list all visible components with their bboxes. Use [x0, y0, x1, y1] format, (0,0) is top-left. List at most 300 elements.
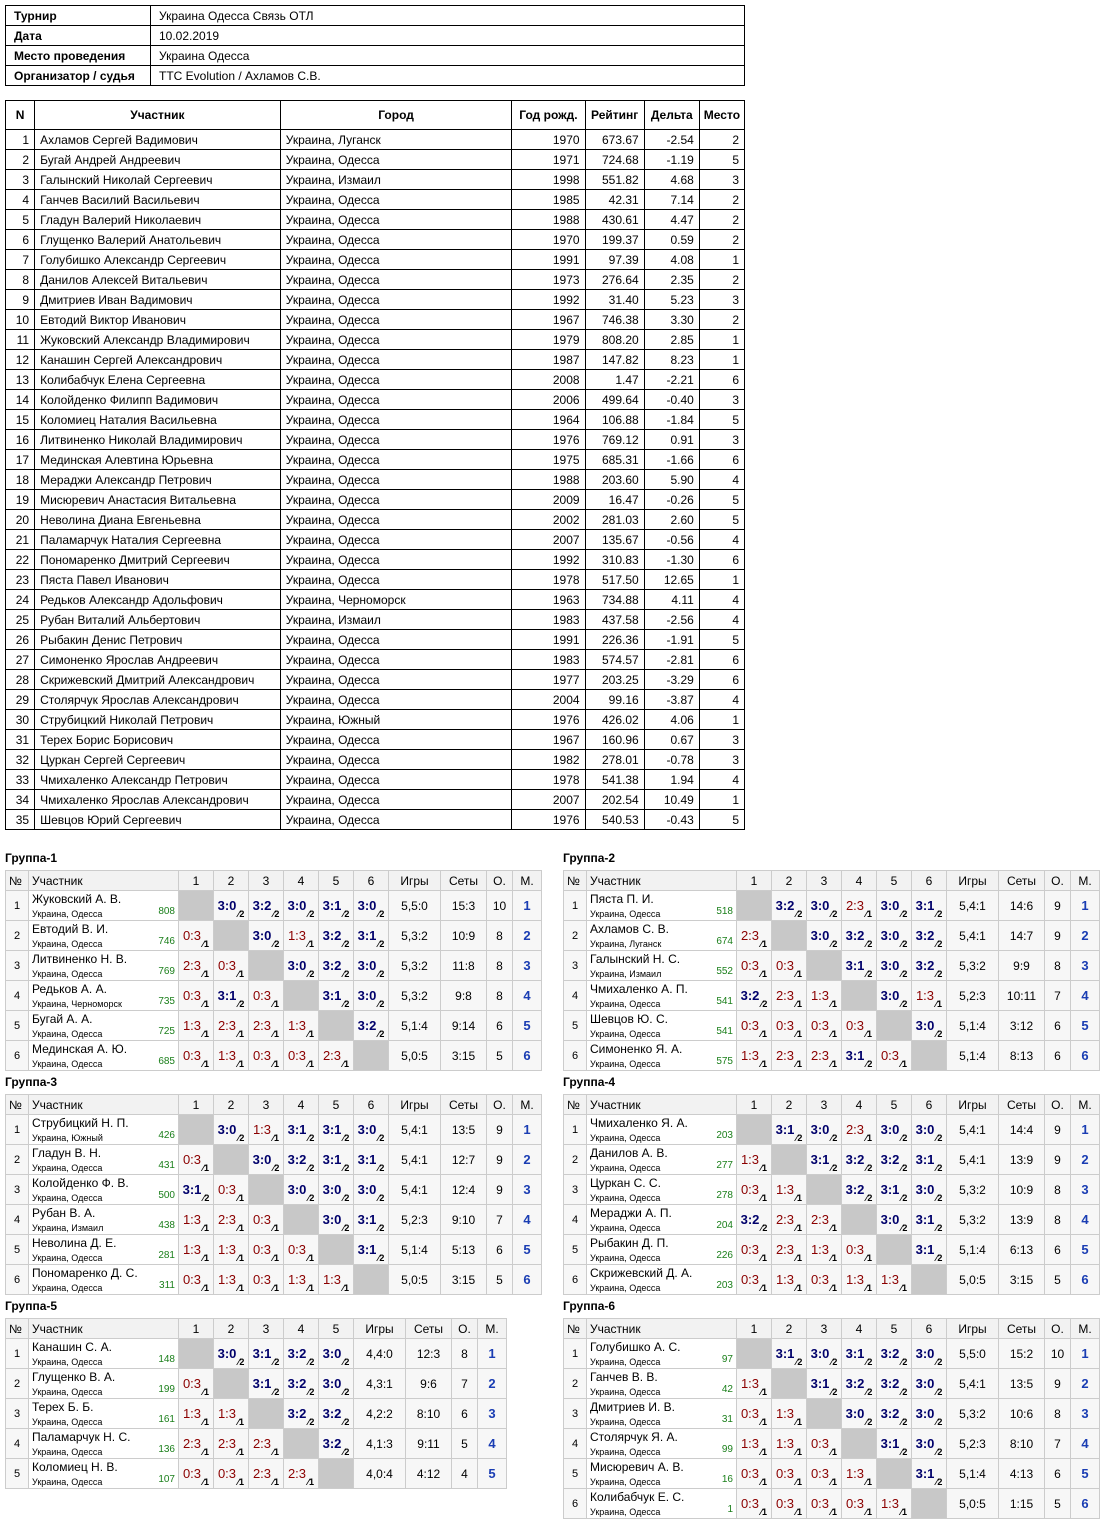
group-row — [564, 921, 1100, 951]
player-city: Украина, Одесса — [280, 210, 512, 230]
match-score — [354, 981, 389, 1011]
group-points: 7 — [1045, 1429, 1071, 1459]
match-cell-self — [842, 981, 877, 1011]
group-sets: 5:13 — [441, 1235, 487, 1265]
table-row — [6, 730, 745, 750]
player-delta: 4.68 — [644, 170, 699, 190]
group-player-city: Украина, Одесса — [32, 1447, 103, 1457]
group-player-number: 2 — [564, 1369, 587, 1399]
table-row — [6, 230, 745, 250]
group-games: 5,3:2 — [947, 1399, 999, 1429]
match-score-value — [287, 958, 315, 979]
match-score — [807, 1145, 842, 1175]
match-points: ⁄2 — [830, 1163, 838, 1173]
match-points: ⁄1 — [272, 1133, 280, 1143]
table-row — [6, 590, 745, 610]
match-score — [214, 1459, 249, 1489]
match-score — [772, 951, 807, 981]
match-score-value — [740, 1496, 768, 1517]
group-player — [29, 1205, 179, 1235]
match-points: ⁄1 — [865, 1253, 873, 1263]
player-name: Пономаренко Дмитрий Сергеевич — [35, 550, 281, 570]
player-city: Украина, Одесса — [280, 570, 512, 590]
player-number: 26 — [6, 630, 35, 650]
match-score-value — [182, 1466, 210, 1487]
group-player-city: Украина, Одесса — [590, 1029, 661, 1039]
group-games: 5,4:1 — [947, 1369, 999, 1399]
group-col-player: Участник — [29, 871, 179, 891]
group-table — [563, 870, 1100, 1071]
group-player-city: Украина, Одесса — [32, 1387, 103, 1397]
match-score-text: 2:3 — [217, 1436, 237, 1451]
player-rating: 499.64 — [585, 390, 644, 410]
match-score-text: 3:0 — [217, 1346, 237, 1361]
player-rating: 97.39 — [585, 250, 644, 270]
group-place: 3 — [1071, 1399, 1100, 1429]
group-player-number: 6 — [6, 1265, 29, 1295]
match-score-value — [845, 1496, 873, 1517]
match-cell-self — [877, 1011, 912, 1041]
group-player — [29, 1399, 179, 1429]
match-score — [249, 1429, 284, 1459]
match-score-value — [287, 1346, 315, 1367]
match-score-value — [322, 1122, 350, 1143]
match-points: ⁄1 — [830, 1059, 838, 1069]
group-player-rating: 746 — [158, 936, 175, 947]
group-player-number: 2 — [6, 921, 29, 951]
player-name: Чмихаленко Александр Петрович — [35, 770, 281, 790]
player-place: 3 — [699, 750, 744, 770]
player-place: 5 — [699, 150, 744, 170]
player-place: 4 — [699, 610, 744, 630]
match-cell-self — [877, 1235, 912, 1265]
match-score — [319, 1205, 354, 1235]
match-score — [807, 981, 842, 1011]
match-points: ⁄2 — [935, 1163, 943, 1173]
player-name: Цуркан Сергей Сергеевич — [35, 750, 281, 770]
match-score — [772, 1399, 807, 1429]
match-score-value — [845, 1376, 873, 1397]
group-header-row — [564, 1095, 1100, 1115]
group-player-number: 1 — [6, 1115, 29, 1145]
match-score — [319, 921, 354, 951]
match-score-value — [915, 1376, 943, 1397]
match-points: ⁄1 — [237, 1477, 245, 1487]
match-score-text: 3:0 — [217, 898, 237, 913]
match-points: ⁄2 — [377, 1133, 385, 1143]
group-player — [587, 1339, 737, 1369]
match-score-value — [775, 1272, 803, 1293]
player-number: 32 — [6, 750, 35, 770]
match-score-text: 3:0 — [915, 1436, 935, 1451]
group-games: 5,3:2 — [389, 951, 441, 981]
group-points: 9 — [1045, 1145, 1071, 1175]
match-score — [877, 1429, 912, 1459]
player-birth-year: 1970 — [512, 130, 585, 150]
group-player-number: 2 — [6, 1369, 29, 1399]
tournament-info-table — [5, 5, 745, 86]
match-score-value — [810, 1018, 838, 1039]
match-score-value — [915, 1436, 943, 1457]
match-points: ⁄1 — [795, 1417, 803, 1427]
group-col-opponent: 3 — [249, 1095, 284, 1115]
match-score — [737, 1011, 772, 1041]
match-score — [842, 921, 877, 951]
match-points: ⁄2 — [935, 1417, 943, 1427]
match-score-text: 0:3 — [182, 1376, 202, 1391]
match-score — [912, 1429, 947, 1459]
player-place: 5 — [699, 410, 744, 430]
group-player-name: Коломиец Н. В. — [32, 1460, 118, 1474]
group-row — [6, 1265, 542, 1295]
match-score — [877, 1175, 912, 1205]
match-score — [772, 891, 807, 921]
table-row — [6, 690, 745, 710]
match-score-value — [740, 928, 768, 949]
match-score-text: 1:3 — [740, 1048, 760, 1063]
match-score-value — [287, 1272, 315, 1293]
group-sets: 12:7 — [441, 1145, 487, 1175]
player-number: 19 — [6, 490, 35, 510]
player-rating: 310.83 — [585, 550, 644, 570]
group-player — [587, 1489, 737, 1519]
player-rating: 226.36 — [585, 630, 644, 650]
match-cell-self — [772, 921, 807, 951]
match-points: ⁄2 — [865, 939, 873, 949]
group-player-city: Украина, Черноморск — [32, 999, 122, 1009]
player-rating: 430.61 — [585, 210, 644, 230]
match-cell-self — [249, 951, 284, 981]
player-name: Столярчук Ярослав Александрович — [35, 690, 281, 710]
match-score-text: 3:2 — [880, 1152, 900, 1167]
match-score — [842, 1339, 877, 1369]
group-sets: 13:5 — [441, 1115, 487, 1145]
match-points: ⁄1 — [795, 1477, 803, 1487]
group-player-rating: 203 — [716, 1130, 733, 1141]
group-points: 8 — [1045, 951, 1071, 981]
player-delta: -1.30 — [644, 550, 699, 570]
match-score-value — [810, 988, 838, 1009]
group-player-rating: 541 — [716, 996, 733, 1007]
player-delta: -1.66 — [644, 450, 699, 470]
match-score-value — [810, 1466, 838, 1487]
group-place: 4 — [513, 981, 542, 1011]
match-points: ⁄2 — [237, 909, 245, 919]
player-birth-year: 1991 — [512, 630, 585, 650]
player-birth-year: 1963 — [512, 590, 585, 610]
match-points: ⁄1 — [272, 1059, 280, 1069]
group-col-sets: Сеты — [999, 1319, 1045, 1339]
match-points: ⁄2 — [272, 1387, 280, 1397]
group-player-name: Неволина Д. Е. — [32, 1236, 117, 1250]
player-city: Украина, Одесса — [280, 650, 512, 670]
group-sets: 9:9 — [999, 951, 1045, 981]
group-row — [6, 1145, 542, 1175]
match-score — [284, 1145, 319, 1175]
group-col-player: Участник — [587, 1095, 737, 1115]
match-points: ⁄1 — [865, 1283, 873, 1293]
group-player-number: 5 — [564, 1459, 587, 1489]
group-sets: 8:13 — [999, 1041, 1045, 1071]
player-rating: 16.47 — [585, 490, 644, 510]
group-player-rating: 199 — [158, 1384, 175, 1395]
table-row — [6, 530, 745, 550]
group-col-opponent: 3 — [807, 1319, 842, 1339]
group-player-number: 6 — [564, 1265, 587, 1295]
match-score-value — [845, 1182, 873, 1203]
table-row — [6, 170, 745, 190]
group-sets: 9:14 — [441, 1011, 487, 1041]
player-rating: 276.64 — [585, 270, 644, 290]
match-score-text: 1:3 — [810, 1242, 830, 1257]
match-score — [179, 1459, 214, 1489]
group-col-opponent: 6 — [912, 871, 947, 891]
group-player-rating: 148 — [158, 1354, 175, 1365]
match-score-value — [182, 1212, 210, 1233]
group-games: 5,1:4 — [947, 1041, 999, 1071]
group-points: 9 — [487, 1175, 513, 1205]
group-col-place: М. — [1071, 1095, 1100, 1115]
group-player-rating: 278 — [716, 1190, 733, 1201]
match-score — [912, 1399, 947, 1429]
match-score — [249, 1041, 284, 1071]
match-score-value — [182, 1376, 210, 1397]
player-number: 2 — [6, 150, 35, 170]
group-col-games: Игры — [947, 1095, 999, 1115]
player-city: Украина, Одесса — [280, 150, 512, 170]
player-place: 6 — [699, 650, 744, 670]
player-number: 23 — [6, 570, 35, 590]
match-points: ⁄1 — [202, 1447, 210, 1457]
match-score-text: 3:0 — [915, 1406, 935, 1421]
match-score — [912, 1205, 947, 1235]
player-city: Украина, Одесса — [280, 430, 512, 450]
player-place: 5 — [699, 810, 744, 830]
group-player-name: Мединская А. Ю. — [32, 1042, 128, 1056]
group-sets: 3:15 — [441, 1041, 487, 1071]
player-rating: 746.38 — [585, 310, 644, 330]
player-city: Украина, Одесса — [280, 690, 512, 710]
match-score — [284, 1011, 319, 1041]
player-city: Украина, Одесса — [280, 250, 512, 270]
match-points: ⁄1 — [342, 1059, 350, 1069]
match-score-text: 3:0 — [322, 1376, 342, 1391]
match-points: ⁄1 — [760, 1447, 768, 1457]
group-player-number: 1 — [564, 1339, 587, 1369]
match-score-text: 3:1 — [322, 898, 342, 913]
group-player — [587, 1175, 737, 1205]
match-score — [877, 1265, 912, 1295]
match-score — [249, 921, 284, 951]
player-birth-year: 2007 — [512, 790, 585, 810]
group-player-name: Паламарчук Н. С. — [32, 1430, 131, 1444]
group-player-city: Украина, Южный — [32, 1133, 103, 1143]
group-player-rating: 431 — [158, 1160, 175, 1171]
group-player — [29, 1041, 179, 1071]
match-score — [214, 1041, 249, 1071]
match-score — [354, 921, 389, 951]
match-points: ⁄2 — [342, 1223, 350, 1233]
match-score-value — [845, 1242, 873, 1263]
match-points: ⁄1 — [202, 1283, 210, 1293]
match-score-value — [287, 1242, 315, 1263]
group-games: 4,3:1 — [354, 1369, 406, 1399]
group-player-rating: 97 — [721, 1354, 733, 1365]
group-col-opponent: 3 — [249, 1319, 284, 1339]
group-games: 5,5:0 — [389, 891, 441, 921]
group-col-opponent: 1 — [179, 1319, 214, 1339]
group-col-place: М. — [513, 871, 542, 891]
match-score-value — [880, 988, 908, 1009]
player-birth-year: 1978 — [512, 770, 585, 790]
match-points: ⁄1 — [237, 1447, 245, 1457]
match-points: ⁄2 — [377, 1253, 385, 1263]
group-points: 6 — [1045, 1011, 1071, 1041]
match-score — [842, 1489, 877, 1519]
match-score-text: 3:2 — [357, 1018, 377, 1033]
player-delta: 8.23 — [644, 350, 699, 370]
group-points: 6 — [1045, 1459, 1071, 1489]
player-rating: 203.25 — [585, 670, 644, 690]
match-score-text: 3:0 — [287, 958, 307, 973]
match-score-text: 0:3 — [740, 1272, 760, 1287]
match-score-text: 2:3 — [740, 928, 760, 943]
table-row — [6, 510, 745, 530]
player-place: 4 — [699, 530, 744, 550]
player-delta: 2.85 — [644, 330, 699, 350]
match-score — [737, 1235, 772, 1265]
group-games: 5,4:1 — [947, 921, 999, 951]
group-player-rating: 674 — [716, 936, 733, 947]
match-score-value — [880, 1376, 908, 1397]
group-sets: 12:3 — [406, 1339, 452, 1369]
match-score-text: 3:1 — [845, 958, 865, 973]
match-points: ⁄1 — [795, 969, 803, 979]
match-score-value — [217, 1018, 245, 1039]
player-birth-year: 1998 — [512, 170, 585, 190]
match-score-text: 1:3 — [217, 1406, 237, 1421]
match-score-value — [810, 1152, 838, 1173]
match-points: ⁄1 — [795, 1223, 803, 1233]
match-score-text: 3:1 — [287, 1122, 307, 1137]
match-score-text: 2:3 — [182, 958, 202, 973]
match-cell-self — [912, 1041, 947, 1071]
group-games: 5,3:2 — [389, 981, 441, 1011]
group-player-rating: 541 — [716, 1026, 733, 1037]
player-number: 21 — [6, 530, 35, 550]
match-score-text: 3:0 — [322, 1346, 342, 1361]
player-rating: 551.82 — [585, 170, 644, 190]
match-score — [214, 951, 249, 981]
match-score-value — [845, 1466, 873, 1487]
match-score-text: 3:0 — [287, 898, 307, 913]
match-score — [877, 1115, 912, 1145]
group-col-opponent: 3 — [807, 1095, 842, 1115]
group-player-name: Ахламов С. В. — [590, 922, 669, 936]
match-cell-self — [737, 891, 772, 921]
group-games: 5,3:2 — [947, 1175, 999, 1205]
player-city: Украина, Одесса — [280, 330, 512, 350]
match-score-value — [287, 1048, 315, 1069]
match-score-text: 3:2 — [915, 958, 935, 973]
player-number: 11 — [6, 330, 35, 350]
match-score-text: 0:3 — [775, 1466, 795, 1481]
match-score-text: 0:3 — [182, 1272, 202, 1287]
group-sets: 9:11 — [406, 1429, 452, 1459]
match-score-text: 2:3 — [775, 988, 795, 1003]
match-points: ⁄2 — [935, 1253, 943, 1263]
match-score-value — [775, 1346, 803, 1367]
group-player-city: Украина, Одесса — [32, 969, 103, 979]
group-points: 6 — [487, 1011, 513, 1041]
match-score — [284, 1369, 319, 1399]
group-place: 5 — [513, 1011, 542, 1041]
match-points: ⁄1 — [237, 1223, 245, 1233]
player-name: Жуковский Александр Владимирович — [35, 330, 281, 350]
match-score-value — [845, 898, 873, 919]
match-cell-self — [912, 1265, 947, 1295]
match-score-value — [775, 1496, 803, 1517]
match-points: ⁄1 — [830, 999, 838, 1009]
group-col-opponent: 1 — [737, 1095, 772, 1115]
match-score-text: 2:3 — [845, 1122, 865, 1137]
player-number: 29 — [6, 690, 35, 710]
match-score-value — [740, 1242, 768, 1263]
match-score-value — [845, 1122, 873, 1143]
group-sets: 14:4 — [999, 1115, 1045, 1145]
match-score-text: 2:3 — [775, 1242, 795, 1257]
group-table — [5, 1094, 542, 1295]
player-place: 1 — [699, 790, 744, 810]
group-row — [564, 1175, 1100, 1205]
match-score-text: 2:3 — [775, 1048, 795, 1063]
player-place: 6 — [699, 670, 744, 690]
match-score-text: 1:3 — [322, 1272, 342, 1287]
match-score — [737, 1399, 772, 1429]
group-points: 8 — [1045, 1399, 1071, 1429]
player-number: 25 — [6, 610, 35, 630]
player-city: Украина, Одесса — [280, 410, 512, 430]
match-score-value — [182, 1182, 210, 1203]
group-col-games: Игры — [947, 871, 999, 891]
match-score-text: 0:3 — [740, 1018, 760, 1033]
group-sets: 13:9 — [999, 1145, 1045, 1175]
player-delta: -3.29 — [644, 670, 699, 690]
group-games: 5,4:1 — [947, 1115, 999, 1145]
match-score — [772, 1011, 807, 1041]
match-score — [354, 1145, 389, 1175]
match-score-value — [217, 1436, 245, 1457]
player-birth-year: 1973 — [512, 270, 585, 290]
match-score-value — [810, 928, 838, 949]
match-score-value — [217, 1406, 245, 1427]
match-points: ⁄2 — [830, 1133, 838, 1143]
match-score-value — [915, 1018, 943, 1039]
group-player — [29, 1339, 179, 1369]
group-col-points: О. — [1045, 1319, 1071, 1339]
match-score — [912, 1145, 947, 1175]
match-score — [912, 1115, 947, 1145]
group-player-rating: 136 — [158, 1444, 175, 1455]
player-name: Ахламов Сергей Вадимович — [35, 130, 281, 150]
match-points: ⁄2 — [760, 999, 768, 1009]
group-games: 4,1:3 — [354, 1429, 406, 1459]
player-name: Глущенко Валерий Анатольевич — [35, 230, 281, 250]
group-col-opponent: 5 — [877, 1095, 912, 1115]
table-row — [6, 310, 745, 330]
group-player-rating: 500 — [158, 1190, 175, 1201]
match-score — [284, 1235, 319, 1265]
